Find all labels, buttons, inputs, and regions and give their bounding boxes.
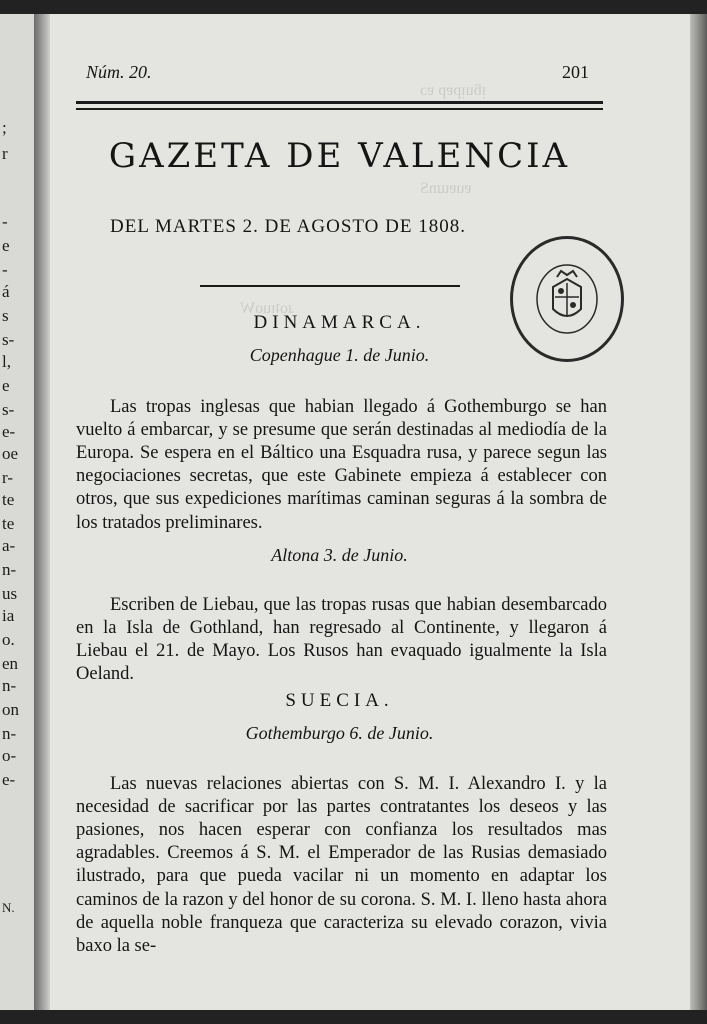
article-paragraph bbox=[76, 575, 607, 705]
adjacent-page-fragment bbox=[0, 14, 34, 1010]
bleed-through-text: ᴉƃuᴉpɐp ɐɔ bbox=[420, 82, 487, 99]
article-paragraph bbox=[76, 754, 607, 977]
masthead-title: GAZETA DE VALENCIA bbox=[108, 136, 571, 176]
left-margin-text: e bbox=[2, 376, 10, 395]
scan-border-top bbox=[0, 0, 707, 14]
left-margin-text: s bbox=[2, 306, 9, 325]
left-margin-text: e- bbox=[2, 422, 16, 441]
library-stamp bbox=[510, 236, 624, 362]
left-margin-text: l, bbox=[2, 352, 11, 371]
book-gutter bbox=[34, 14, 50, 1010]
left-margin-text: ia bbox=[2, 606, 15, 625]
left-margin-text: o- bbox=[2, 746, 17, 765]
dateline: DEL MARTES 2. DE AGOSTO DE 1808. bbox=[110, 216, 466, 237]
article-text: Las nuevas relaciones abiertas con S. M. I. Alexandro I. y la necesidad de sacrificar por las partes contratantes los deseos y las pasiones, nos hacen esperar con confianza los resultados mas agradables. Creemos á S. M. el Emperador de las Rusias demasiado ilustrado, para que pueda vacilar ni un momento en adaptar los caminos de la razon y del honor de su corona. S. M. I. lleno hasta ahora de aquella noble franqueza que caracteriza su elevado corazon, vivia baxo la se- bbox=[76, 773, 607, 956]
left-margin-text: e- bbox=[2, 770, 16, 789]
stamp-seal-icon bbox=[513, 239, 621, 359]
left-margin-text: s- bbox=[2, 330, 15, 349]
article-paragraph bbox=[76, 377, 607, 553]
left-margin-text: on bbox=[2, 700, 19, 719]
left-margin-text: n- bbox=[2, 560, 17, 579]
left-margin-text: e bbox=[2, 236, 10, 255]
left-margin-text: - bbox=[2, 260, 8, 279]
article-text: Las tropas inglesas que habian llegado á Gothemburgo se han vuelto á embarcar, y se presume que serán destinadas al mediodía de la Europa. Se espera en el Báltico una Esquadra rusa, y parece segun las negociaciones secretas, que este Gabinete empieza á establecer con otros, que sus expediciones marítimas caminan seguras á la sombra de los tratados preliminares. bbox=[76, 396, 607, 533]
article-text: Escriben de Liebau, que las tropas rusas que habian desembarcado en la Isla de Gothland, han regresado al Continente, y llegaron á Liebau el 21. de Mayo. Los Rusos han evaquado igualmente la Isla Oeland. bbox=[76, 594, 607, 685]
bleed-through-text: ɹoʇᴉuoW bbox=[240, 300, 294, 317]
scan-border-bottom bbox=[0, 1010, 707, 1024]
header-rule bbox=[76, 101, 603, 104]
left-margin-text: a- bbox=[2, 536, 16, 555]
dateline-altona: Altona 3. de Junio. bbox=[271, 545, 408, 565]
left-margin-text: á bbox=[2, 282, 10, 301]
left-margin-text: s- bbox=[2, 400, 15, 419]
section-heading-suecia: SUECIA. bbox=[285, 690, 394, 711]
left-margin-text: us bbox=[2, 584, 18, 603]
page-number: 201 bbox=[562, 62, 589, 82]
left-margin-text: te bbox=[2, 514, 15, 533]
left-margin-text: n- bbox=[2, 676, 17, 695]
left-margin-text: r- bbox=[2, 468, 13, 487]
bleed-through-text: ɐuɐɯnS bbox=[420, 180, 472, 197]
left-margin-text: n- bbox=[2, 724, 17, 743]
left-margin-text: N. bbox=[2, 900, 15, 915]
page-edge bbox=[690, 14, 707, 1010]
issue-number: Núm. 20. bbox=[86, 62, 152, 82]
left-margin-text: - bbox=[2, 212, 8, 231]
section-heading-dinamarca: DINAMARCA. bbox=[253, 312, 426, 333]
left-margin-text: o. bbox=[2, 630, 15, 649]
header-rule bbox=[76, 108, 603, 110]
dateline-copenhague: Copenhague 1. de Junio. bbox=[249, 345, 430, 365]
section-divider bbox=[200, 285, 460, 287]
left-margin-text: oe bbox=[2, 444, 19, 463]
left-margin-text: ; bbox=[2, 118, 7, 137]
left-margin-text: en bbox=[2, 654, 19, 673]
left-margin-text: te bbox=[2, 490, 15, 509]
dateline-gothemburgo: Gothemburgo 6. de Junio. bbox=[245, 723, 434, 743]
left-margin-text: r bbox=[2, 144, 8, 163]
